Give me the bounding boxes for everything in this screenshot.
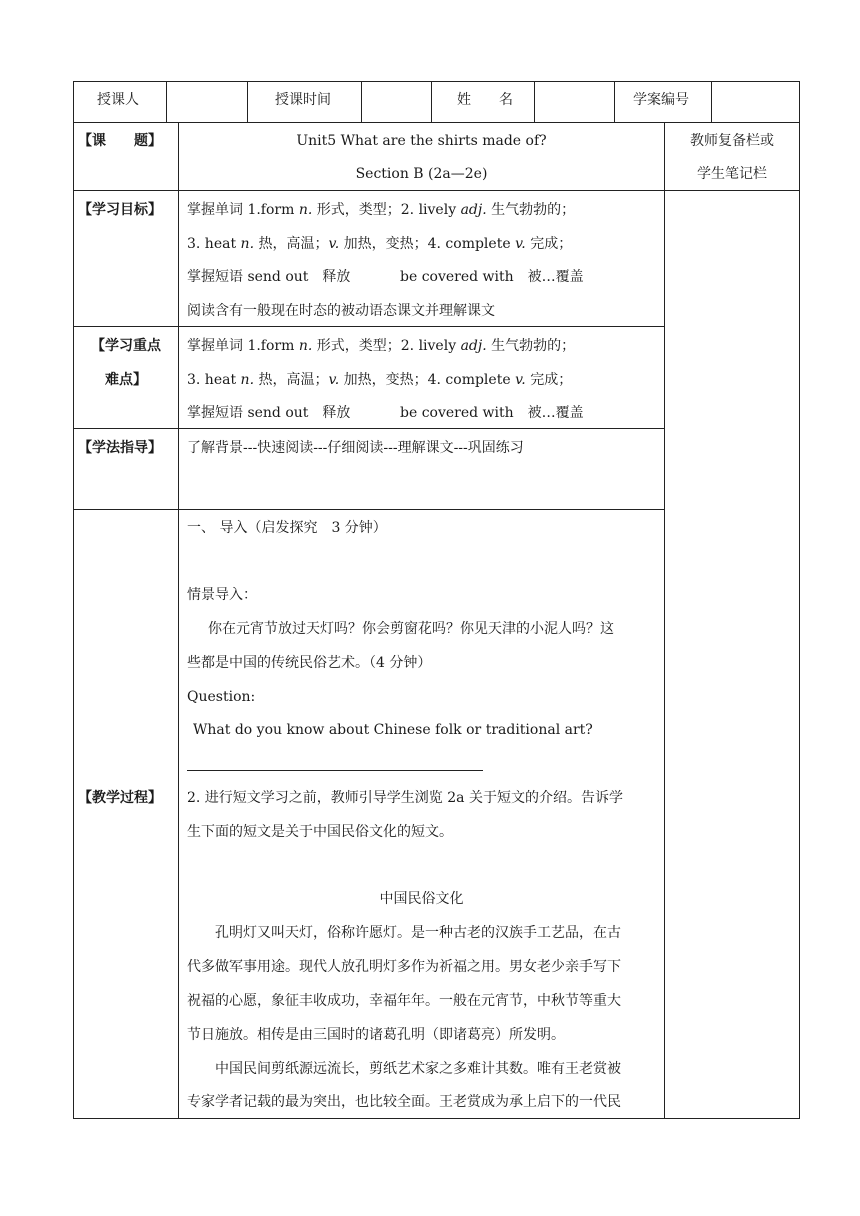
- keypoints-line3b: be covered with 被…覆盖: [400, 405, 584, 421]
- topic-label: 【课 题】: [78, 133, 162, 149]
- step2-line2: 生下面的短文是关于中国民俗文化的短文。: [187, 824, 453, 840]
- intro-heading: 一、 导入（启发探究 3 分钟）: [187, 520, 387, 536]
- step2-line1: 2. 进行短文学习之前，教师引导学生浏览 2a 关于短文的介绍。告诉学: [187, 790, 623, 806]
- goals-line2-text: 加热，变热；4. complete: [339, 236, 516, 252]
- keypoints-label-line1: 【学习重点: [91, 338, 161, 354]
- article-title: 中国民俗文化: [379, 891, 464, 907]
- goals-line2-text: 热，高温；: [254, 236, 329, 252]
- goals-line2-text: 完成；: [525, 236, 573, 252]
- method-text: 了解背景---快速阅读---仔细阅读---理解课文---巩固练习: [187, 440, 524, 456]
- header-col-divider: [711, 81, 712, 123]
- goals-line1-text: 生气勃勃的；: [486, 202, 576, 218]
- goals-line1-pos: n.: [298, 202, 313, 218]
- keypoints-line2-text: 3. heat: [187, 372, 241, 388]
- keypoints-line1-text: 生气勃勃的；: [486, 338, 576, 354]
- keypoints-line1-pos: n.: [298, 338, 313, 354]
- case-no-value[interactable]: [715, 93, 795, 109]
- goals-line2-pos: v.: [328, 236, 340, 252]
- article-p1-line3: 祝福的心愿，象征丰收成功，幸福年年。一般在元宵节，中秋节等重大: [187, 993, 621, 1009]
- goals-line2: [187, 237, 572, 251]
- keypoints-label-line2: 难点】: [105, 372, 147, 388]
- article-p1-line1: 孔明灯又叫天灯，俗称许愿灯。是一种古老的汉族手工艺品，在古: [215, 925, 621, 941]
- question-label: Question:: [187, 689, 256, 705]
- row-divider-topic: [73, 190, 800, 191]
- goals-line2-pos: n.: [240, 236, 255, 252]
- header-col-divider: [166, 81, 167, 123]
- row-divider-keypoints: [73, 428, 664, 429]
- header-col-divider: [361, 81, 362, 123]
- name-value[interactable]: [538, 93, 610, 109]
- answer-blank-line[interactable]: [187, 770, 483, 771]
- goals-line1: [187, 203, 575, 217]
- col-divider-notes: [664, 122, 665, 1119]
- header-col-divider: [614, 81, 615, 123]
- notes-column-header-line2: 学生笔记栏: [697, 166, 767, 182]
- table-border-top: [73, 81, 800, 82]
- method-label: 【学法指导】: [78, 440, 162, 456]
- time-label: 授课时间: [275, 92, 331, 108]
- time-value[interactable]: [365, 93, 427, 109]
- goals-line1-text: 形式，类型；2. lively: [312, 202, 461, 218]
- goals-line4: 阅读含有一般现在时态的被动语态课文并理解课文: [187, 303, 495, 319]
- question-text: What do you know about Chinese folk or traditional art?: [193, 722, 593, 738]
- keypoints-line2: [187, 373, 572, 387]
- name-label: 姓 名: [457, 92, 513, 108]
- keypoints-line1-text: 形式，类型；2. lively: [312, 338, 461, 354]
- keypoints-line2-pos: v.: [515, 372, 526, 388]
- case-no-label: 学案编号: [633, 92, 689, 108]
- notes-column-header-line1: 教师复备栏或: [690, 133, 774, 149]
- scene-line2: 些都是中国的传统民俗艺术。（4 分钟）: [187, 655, 432, 671]
- keypoints-line2-pos: v.: [328, 372, 340, 388]
- keypoints-line1: [187, 339, 575, 353]
- goals-line2-text: 3. heat: [187, 236, 241, 252]
- goals-label: 【学习目标】: [78, 202, 162, 218]
- article-p2-line2: 专家学者记载的最为突出，也比较全面。王老赏成为承上启下的一代民: [187, 1094, 621, 1110]
- article-p1-line4: 节日施放。相传是由三国时的诸葛孔明（即诸葛亮）所发明。: [187, 1027, 565, 1043]
- teacher-label: 授课人: [97, 92, 139, 108]
- goals-line3b: be covered with 被…覆盖: [400, 269, 584, 285]
- topic-title-line1: Unit5 What are the shirts made of?: [296, 133, 547, 149]
- goals-line1-pos: adj.: [460, 202, 487, 218]
- article-p2-line1: 中国民间剪纸源远流长，剪纸艺术家之多难计其数。唯有王老赏被: [215, 1061, 621, 1077]
- keypoints-line2-text: 加热，变热；4. complete: [339, 372, 516, 388]
- table-border-bottom: [73, 1118, 800, 1119]
- row-divider-goals: [73, 326, 664, 327]
- process-label: 【教学过程】: [78, 790, 162, 806]
- header-col-divider: [431, 81, 432, 123]
- scene-line1: 你在元宵节放过天灯吗？你会剪窗花吗？你见天津的小泥人吗？这: [208, 621, 614, 637]
- goals-line1-text: 掌握单词 1.form: [187, 202, 299, 218]
- keypoints-line2-pos: n.: [240, 372, 255, 388]
- row-divider-method: [73, 509, 664, 510]
- table-border-left: [73, 81, 74, 1119]
- teacher-value[interactable]: [170, 93, 244, 109]
- keypoints-line3a: 掌握短语 send out 释放: [187, 405, 351, 421]
- keypoints-line1-pos: adj.: [460, 338, 487, 354]
- goals-line3a: 掌握短语 send out 释放: [187, 269, 351, 285]
- header-col-divider: [534, 81, 535, 123]
- keypoints-line1-text: 掌握单词 1.form: [187, 338, 299, 354]
- row-divider-header: [73, 122, 800, 123]
- keypoints-line2-text: 热，高温；: [254, 372, 329, 388]
- header-col-divider: [247, 81, 248, 123]
- scene-label: 情景导入：: [187, 587, 257, 603]
- table-border-right: [799, 81, 800, 1119]
- col-divider-label: [178, 122, 179, 1119]
- article-p1-line2: 代多做军事用途。现代人放孔明灯多作为祈福之用。男女老少亲手写下: [187, 959, 621, 975]
- goals-line2-pos: v.: [515, 236, 526, 252]
- topic-title-line2: Section B (2a—2e): [355, 166, 488, 182]
- keypoints-line2-text: 完成；: [525, 372, 573, 388]
